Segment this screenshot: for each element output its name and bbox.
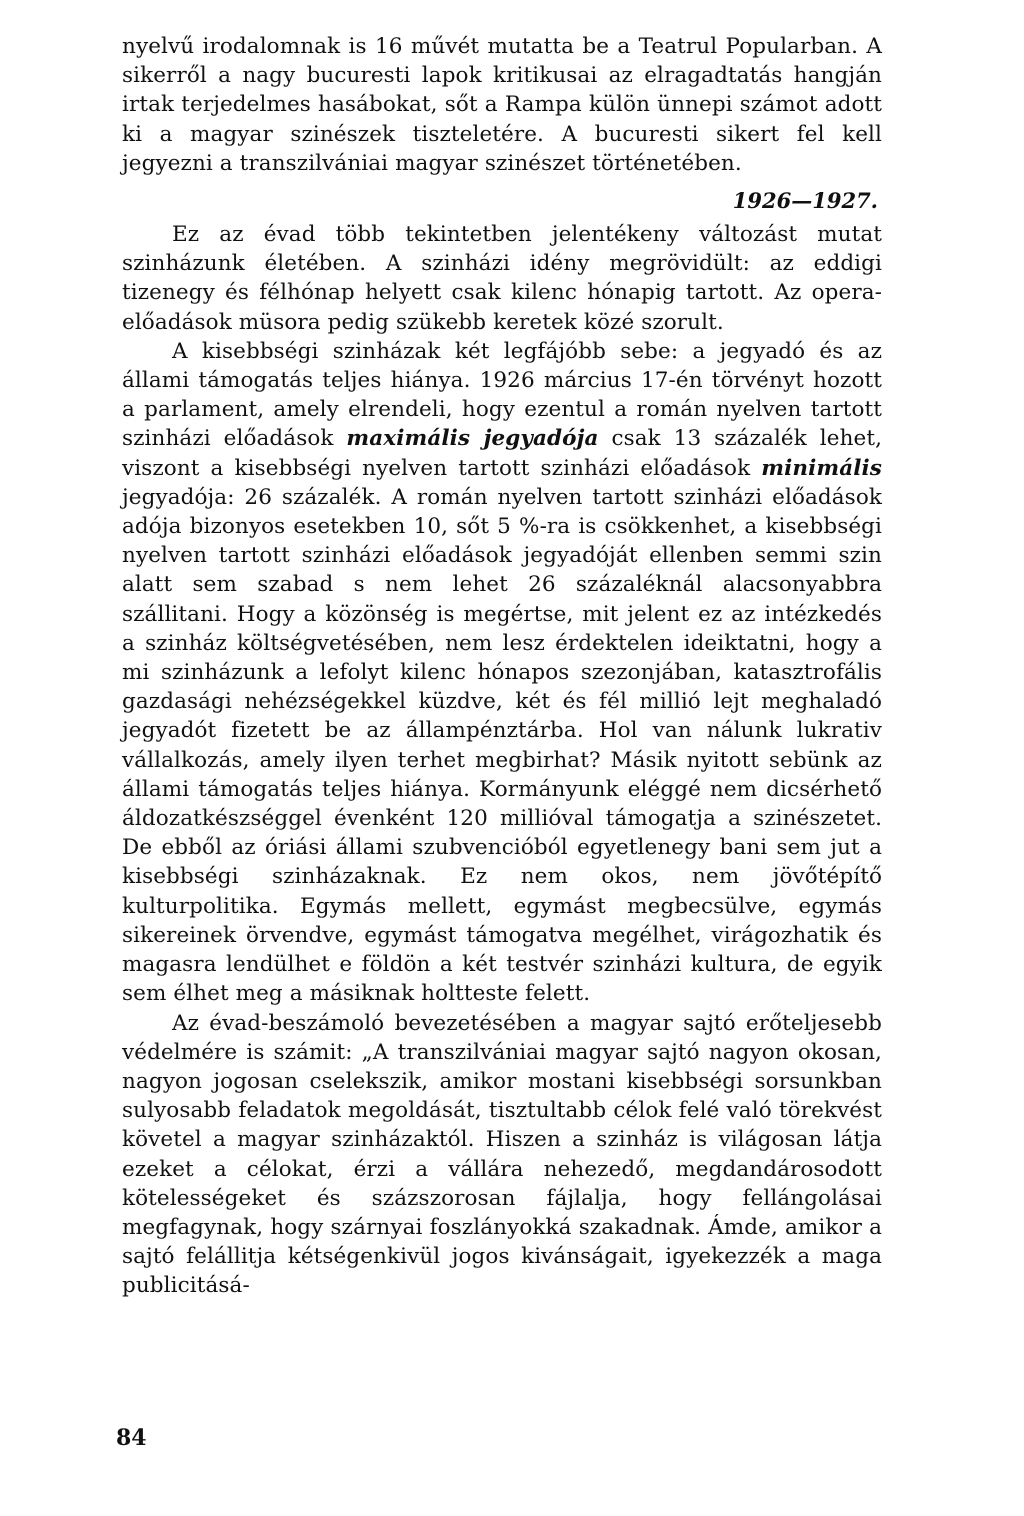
emphasis-maximalis-jegyadoja: maximális jegyadója [346, 426, 599, 452]
page-body [122, 32, 882, 1301]
section-heading-season: 1926—1927. [732, 188, 878, 214]
paragraph-1: nyelvű irodalomnak is 16 művét mutatta be a Teatrul Popularban. A sikerről a nagy bucuresti lapok kritikusai az elragadtatás hangján irtak terjedelmes hasábokat, sőt a Rampa külön ünnepi számot adott ki a magyar szinészek tiszteletére. A bucuresti sikert fel kell jegyezni a transzilvániai magyar szinészet történetében. [122, 34, 882, 176]
paragraph-3 [122, 337, 882, 1009]
page-number: 84 [116, 1425, 147, 1451]
emphasis-minimalis: minimális [761, 455, 882, 481]
paragraph-4: Az évad-beszámoló bevezetésében a magyar sajtó erőteljesebb védelmére is számit: „A transzilvániai magyar sajtó nagyon okosan, nagyon jogosan cselekszik, amikor mostani kisebbségi sorsunkban sulyosabb feladatok megoldását, tisztultabb célok felé való törekvést követel a magyar szinházaktól. Hiszen a szinház is világosan látja ezeket a célokat, érzi a vállára nehezedő, megdandárosodott kötelességeket és százszorosan fájlalja, hogy fellángolásai megfagynak, hogy szárnyai foszlányokká szakadnak. Ámde, amikor a sajtó felállitja kétségenkivül jogos kivánságait, igyekezzék a maga publicitásá- [122, 1010, 882, 1299]
paragraph-3-part-3: jegyadója: 26 százalék. A román nyelven tartott szinházi előadások adója bizonyos esetekben 10, sőt 5 %-ra is csökkenhet, a kisebbségi nyelven tartott szinházi előadások jegyadóját ellenben semmi szin alatt sem szabad s nem lehet 26 százaléknál alacsonyabbra szállitani. Hogy a közönség is megértse, mit jelent ez az intézkedés a szinház költségvetésében, nem lesz érdektelen ideiktatni, hogy a mi szinházunk a lefolyt kilenc hónapos szezonjában, katasztrofális gazdasági nehézségekkel küzdve, két és fél millió lejt meghaladó jegyadót fizetett be az állampénztárba. Hol van nálunk lukrativ vállalkozás, amely ilyen terhet megbirhat? Másik nyitott sebünk az állami támogatás teljes hiánya. Kormányunk eléggé nem dicsérhető áldozatkészséggel évenként 120 millióval támogatja a szinészetet. De ebből az óriási állami szubvencióból egyetlenegy bani sem jut a kisebbségi szinházaknak. Ez nem okos, nem jövőtépítő kulturpolitika. Egymás mellett, egymást megbecsülve, egymás sikereinek örvendve, egymást támogatva megélhet, virágozhatik és magasra lendülhet e földön a két testvér szinházi kultura, de egyik sem élhet meg a másiknak holtteste felett. [122, 484, 882, 1007]
paragraph-2: Ez az évad több tekintetben jelentékeny változást mutat szinházunk életében. A szinházi idény megrövidült: az eddigi tizenegy és félhónap helyett csak kilenc hónapig tartott. Az opera-előadások müsora pedig szükebb keretek közé szorult. [122, 222, 882, 335]
paragraph-3-part-1: A kisebbségi szinházak két legfájóbb sebe: a jegyadó és az állami támogatás teljes hiánya. 1926 március 17-én törvényt hozott a parlament, amely elrendeli, hogy ezentul a román nyelven tartott szinházi előadások [122, 338, 882, 452]
paragraph-3-part-2: csak 13 százalék lehet, viszont a kisebbségi nyelven tartott szinházi előadások [122, 426, 883, 481]
